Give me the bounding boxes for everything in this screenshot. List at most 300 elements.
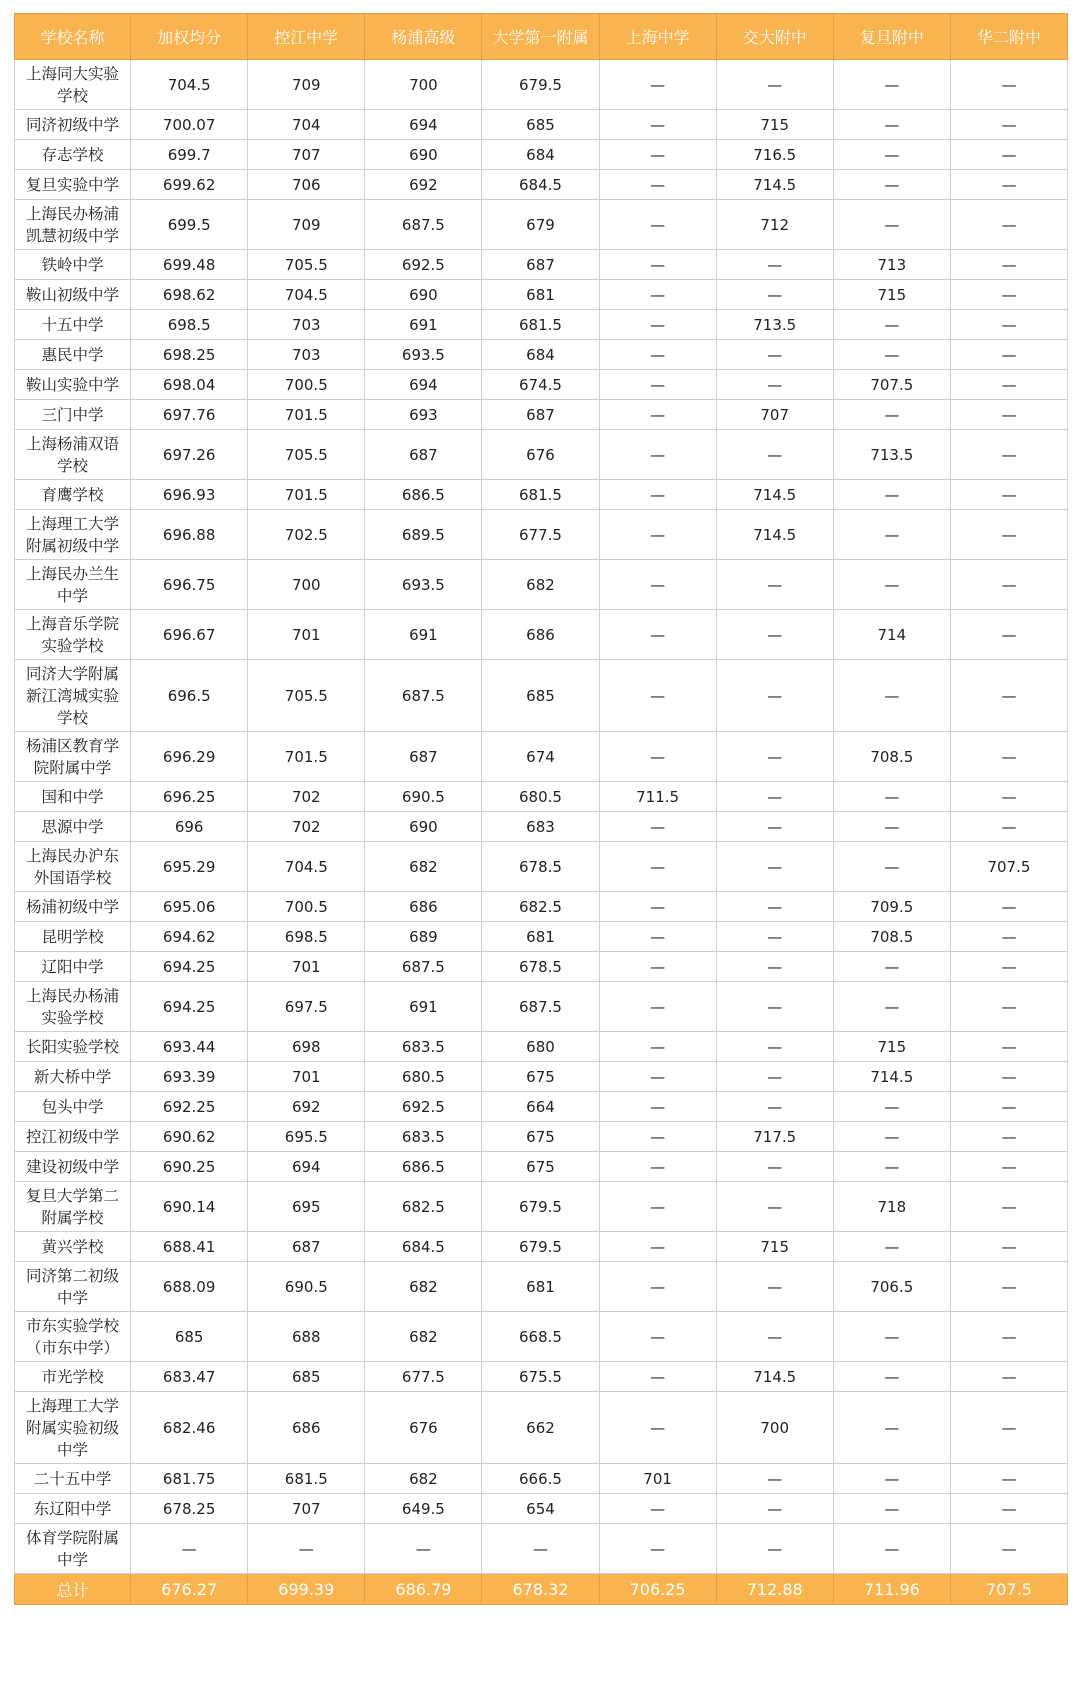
- school-name-cell: 辽阳中学: [15, 952, 131, 982]
- score-cell: —: [599, 510, 716, 560]
- score-cell: —: [833, 200, 950, 250]
- table-row: [15, 1464, 1068, 1494]
- table-row: [15, 340, 1068, 370]
- score-cell: —: [716, 732, 833, 782]
- table-row: [15, 660, 1068, 732]
- score-cell: 709: [248, 200, 365, 250]
- score-cell: 714: [833, 610, 950, 660]
- score-cell: —: [599, 892, 716, 922]
- score-cell: —: [599, 1524, 716, 1574]
- score-cell: 700.07: [131, 110, 248, 140]
- score-cell: —: [716, 280, 833, 310]
- table-row: [15, 842, 1068, 892]
- school-name-cell: 复旦实验中学: [15, 170, 131, 200]
- score-cell: 694: [365, 370, 482, 400]
- score-cell: 677.5: [365, 1362, 482, 1392]
- score-cell: 681: [482, 1262, 599, 1312]
- score-cell: —: [950, 200, 1067, 250]
- score-cell: 694: [365, 110, 482, 140]
- score-cell: 698.25: [131, 340, 248, 370]
- score-cell: 685: [482, 660, 599, 732]
- school-name-cell: 东辽阳中学: [15, 1494, 131, 1524]
- table-row: [15, 1092, 1068, 1122]
- score-cell: 675: [482, 1152, 599, 1182]
- score-cell: 677.5: [482, 510, 599, 560]
- score-cell: —: [599, 1122, 716, 1152]
- score-cell: 690.62: [131, 1122, 248, 1152]
- column-header: 复旦附中: [833, 14, 950, 60]
- score-cell: —: [599, 610, 716, 660]
- score-cell: 703: [248, 310, 365, 340]
- column-header: 控江中学: [248, 14, 365, 60]
- score-cell: 675: [482, 1062, 599, 1092]
- score-cell: 687: [482, 250, 599, 280]
- school-name-cell: 惠民中学: [15, 340, 131, 370]
- score-cell: —: [950, 1262, 1067, 1312]
- score-cell: 690.14: [131, 1182, 248, 1232]
- score-cell: 706.5: [833, 1262, 950, 1312]
- score-cell: —: [950, 1152, 1067, 1182]
- score-cell: —: [950, 1524, 1067, 1574]
- score-cell: 666.5: [482, 1464, 599, 1494]
- score-cell: 679.5: [482, 60, 599, 110]
- score-cell: 695: [248, 1182, 365, 1232]
- total-label-cell: 总计: [15, 1574, 131, 1605]
- score-cell: —: [599, 1392, 716, 1464]
- score-cell: 698.5: [131, 310, 248, 340]
- table-row: [15, 952, 1068, 982]
- score-cell: —: [599, 982, 716, 1032]
- score-cell: 694.25: [131, 982, 248, 1032]
- score-cell: 674: [482, 732, 599, 782]
- score-cell: 684: [482, 140, 599, 170]
- table-row: [15, 310, 1068, 340]
- column-header: 杨浦高级: [365, 14, 482, 60]
- score-cell: 688: [248, 1312, 365, 1362]
- score-cell: 649.5: [365, 1494, 482, 1524]
- score-cell: 696.88: [131, 510, 248, 560]
- score-cell: 686.5: [365, 480, 482, 510]
- score-cell: —: [599, 340, 716, 370]
- score-cell: 692: [365, 170, 482, 200]
- score-cell: 704.5: [248, 280, 365, 310]
- score-cell: —: [833, 510, 950, 560]
- score-cell: 700: [248, 560, 365, 610]
- score-cell: —: [833, 1464, 950, 1494]
- score-cell: —: [833, 812, 950, 842]
- score-cell: —: [833, 60, 950, 110]
- school-score-table: [14, 13, 1068, 1605]
- total-value-cell: 676.27: [131, 1574, 248, 1605]
- score-cell: 695.5: [248, 1122, 365, 1152]
- score-cell: —: [833, 140, 950, 170]
- score-cell: 707.5: [950, 842, 1067, 892]
- school-name-cell: 建设初级中学: [15, 1152, 131, 1182]
- score-cell: 681.5: [482, 310, 599, 340]
- score-cell: 683.47: [131, 1362, 248, 1392]
- score-cell: 702: [248, 812, 365, 842]
- score-cell: —: [599, 1062, 716, 1092]
- score-cell: 696.75: [131, 560, 248, 610]
- score-cell: —: [950, 1362, 1067, 1392]
- school-name-cell: 复旦大学第二附属学校: [15, 1182, 131, 1232]
- score-cell: 717.5: [716, 1122, 833, 1152]
- school-name-cell: 杨浦初级中学: [15, 892, 131, 922]
- score-cell: 676: [365, 1392, 482, 1464]
- score-cell: 695.06: [131, 892, 248, 922]
- table-row: [15, 1262, 1068, 1312]
- score-cell: 697.5: [248, 982, 365, 1032]
- score-cell: 687.5: [365, 952, 482, 982]
- table-row: [15, 1524, 1068, 1574]
- score-cell: 715: [833, 280, 950, 310]
- school-name-cell: 上海同大实验学校: [15, 60, 131, 110]
- score-cell: 700: [716, 1392, 833, 1464]
- score-cell: —: [599, 430, 716, 480]
- table-row: [15, 1494, 1068, 1524]
- score-cell: 664: [482, 1092, 599, 1122]
- score-cell: 681: [482, 922, 599, 952]
- score-cell: —: [365, 1524, 482, 1574]
- score-cell: —: [833, 1092, 950, 1122]
- score-cell: 707: [716, 400, 833, 430]
- total-value-cell: 678.32: [482, 1574, 599, 1605]
- score-cell: 700.5: [248, 370, 365, 400]
- table-row: [15, 250, 1068, 280]
- score-cell: 675: [482, 1122, 599, 1152]
- score-cell: —: [833, 400, 950, 430]
- score-cell: 684: [482, 340, 599, 370]
- score-cell: 690: [365, 280, 482, 310]
- table-row: [15, 1062, 1068, 1092]
- table-row: [15, 280, 1068, 310]
- score-cell: —: [599, 400, 716, 430]
- score-cell: —: [950, 560, 1067, 610]
- score-cell: —: [833, 1232, 950, 1262]
- school-name-cell: 同济第二初级中学: [15, 1262, 131, 1312]
- score-cell: 681: [482, 280, 599, 310]
- column-header: 华二附中: [950, 14, 1067, 60]
- score-cell: —: [599, 1032, 716, 1062]
- score-cell: 689.5: [365, 510, 482, 560]
- score-cell: —: [599, 660, 716, 732]
- school-name-cell: 十五中学: [15, 310, 131, 340]
- score-cell: 705.5: [248, 430, 365, 480]
- total-value-cell: 686.79: [365, 1574, 482, 1605]
- score-cell: —: [716, 1524, 833, 1574]
- score-cell: 686: [482, 610, 599, 660]
- table-row: [15, 200, 1068, 250]
- score-cell: 682: [365, 1262, 482, 1312]
- score-cell: —: [950, 1182, 1067, 1232]
- score-cell: —: [482, 1524, 599, 1574]
- score-cell: —: [950, 732, 1067, 782]
- score-cell: —: [833, 110, 950, 140]
- header-row: [15, 14, 1068, 60]
- school-name-cell: 三门中学: [15, 400, 131, 430]
- score-cell: —: [599, 1092, 716, 1122]
- score-cell: —: [833, 1494, 950, 1524]
- score-cell: 697.26: [131, 430, 248, 480]
- score-cell: 690: [365, 812, 482, 842]
- score-cell: —: [599, 280, 716, 310]
- score-cell: 714.5: [716, 510, 833, 560]
- score-cell: 699.7: [131, 140, 248, 170]
- score-cell: —: [833, 480, 950, 510]
- school-name-cell: 铁岭中学: [15, 250, 131, 280]
- score-cell: —: [599, 480, 716, 510]
- score-cell: —: [716, 1152, 833, 1182]
- school-name-cell: 上海杨浦双语学校: [15, 430, 131, 480]
- score-cell: —: [599, 1362, 716, 1392]
- score-cell: —: [950, 430, 1067, 480]
- score-cell: 693.39: [131, 1062, 248, 1092]
- table-footer: [15, 1574, 1068, 1605]
- score-cell: 685: [248, 1362, 365, 1392]
- school-name-cell: 上海理工大学附属实验初级中学: [15, 1392, 131, 1464]
- score-cell: —: [950, 370, 1067, 400]
- score-cell: 687: [365, 732, 482, 782]
- score-cell: 691: [365, 982, 482, 1032]
- score-cell: 697.76: [131, 400, 248, 430]
- score-cell: —: [599, 1312, 716, 1362]
- score-cell: —: [716, 922, 833, 952]
- total-value-cell: 707.5: [950, 1574, 1067, 1605]
- score-cell: —: [950, 400, 1067, 430]
- score-cell: 689: [365, 922, 482, 952]
- score-cell: —: [950, 982, 1067, 1032]
- score-cell: 714.5: [716, 170, 833, 200]
- score-cell: —: [599, 170, 716, 200]
- score-cell: —: [950, 922, 1067, 952]
- column-header: 上海中学: [599, 14, 716, 60]
- score-cell: —: [833, 1362, 950, 1392]
- score-cell: 701: [248, 1062, 365, 1092]
- school-name-cell: 新大桥中学: [15, 1062, 131, 1092]
- score-cell: 688.09: [131, 1262, 248, 1312]
- score-cell: 678.5: [482, 952, 599, 982]
- score-cell: —: [950, 140, 1067, 170]
- score-cell: —: [950, 1092, 1067, 1122]
- score-cell: 699.5: [131, 200, 248, 250]
- school-name-cell: 昆明学校: [15, 922, 131, 952]
- score-cell: —: [248, 1524, 365, 1574]
- score-cell: —: [716, 892, 833, 922]
- score-cell: 704.5: [131, 60, 248, 110]
- score-cell: 714.5: [716, 1362, 833, 1392]
- school-name-cell: 上海理工大学附属初级中学: [15, 510, 131, 560]
- total-value-cell: 712.88: [716, 1574, 833, 1605]
- score-cell: 698: [248, 1032, 365, 1062]
- score-cell: 694: [248, 1152, 365, 1182]
- score-cell: 675.5: [482, 1362, 599, 1392]
- school-name-cell: 同济大学附属新江湾城实验学校: [15, 660, 131, 732]
- score-cell: 679.5: [482, 1232, 599, 1262]
- score-cell: 700: [365, 60, 482, 110]
- score-cell: 694.25: [131, 952, 248, 982]
- school-name-cell: 思源中学: [15, 812, 131, 842]
- score-cell: 693.5: [365, 560, 482, 610]
- score-cell: 696.25: [131, 782, 248, 812]
- score-cell: 713: [833, 250, 950, 280]
- score-cell: —: [950, 250, 1067, 280]
- score-cell: —: [716, 1464, 833, 1494]
- score-cell: 705.5: [248, 660, 365, 732]
- score-cell: 676: [482, 430, 599, 480]
- score-cell: 674.5: [482, 370, 599, 400]
- school-name-cell: 存志学校: [15, 140, 131, 170]
- score-cell: 682.5: [365, 1182, 482, 1232]
- score-cell: —: [950, 340, 1067, 370]
- score-cell: —: [833, 1524, 950, 1574]
- score-cell: 716.5: [716, 140, 833, 170]
- score-cell: 680.5: [365, 1062, 482, 1092]
- score-cell: —: [716, 340, 833, 370]
- score-cell: —: [716, 610, 833, 660]
- score-cell: 718: [833, 1182, 950, 1232]
- school-name-cell: 二十五中学: [15, 1464, 131, 1494]
- score-cell: —: [599, 1182, 716, 1232]
- score-cell: 682: [365, 1312, 482, 1362]
- score-cell: —: [950, 1062, 1067, 1092]
- score-cell: —: [950, 1464, 1067, 1494]
- score-cell: —: [950, 1032, 1067, 1062]
- score-cell: —: [599, 1232, 716, 1262]
- score-cell: —: [716, 952, 833, 982]
- score-cell: 668.5: [482, 1312, 599, 1362]
- score-cell: —: [833, 170, 950, 200]
- score-cell: 688.41: [131, 1232, 248, 1262]
- score-cell: —: [716, 1092, 833, 1122]
- school-name-cell: 市光学校: [15, 1362, 131, 1392]
- score-cell: 711.5: [599, 782, 716, 812]
- score-table-container: [14, 13, 1068, 1605]
- score-cell: —: [950, 1494, 1067, 1524]
- score-cell: —: [833, 310, 950, 340]
- table-row: [15, 782, 1068, 812]
- score-cell: —: [599, 60, 716, 110]
- table-row: [15, 430, 1068, 480]
- score-cell: 703: [248, 340, 365, 370]
- score-cell: 708.5: [833, 732, 950, 782]
- score-cell: —: [833, 952, 950, 982]
- score-cell: 709.5: [833, 892, 950, 922]
- score-cell: 698.62: [131, 280, 248, 310]
- column-header: 加权均分: [131, 14, 248, 60]
- score-cell: 690.5: [365, 782, 482, 812]
- score-cell: 682: [365, 842, 482, 892]
- score-cell: —: [950, 892, 1067, 922]
- score-cell: 701.5: [248, 480, 365, 510]
- column-header: 大学第一附属: [482, 14, 599, 60]
- score-cell: —: [716, 60, 833, 110]
- score-cell: 704.5: [248, 842, 365, 892]
- score-cell: —: [599, 1494, 716, 1524]
- table-row: [15, 480, 1068, 510]
- score-cell: 693.5: [365, 340, 482, 370]
- table-row: [15, 110, 1068, 140]
- table-row: [15, 1032, 1068, 1062]
- score-cell: 707.5: [833, 370, 950, 400]
- table-row: [15, 732, 1068, 782]
- score-cell: —: [833, 782, 950, 812]
- score-cell: 681.5: [248, 1464, 365, 1494]
- score-cell: 684.5: [482, 170, 599, 200]
- score-cell: 715: [833, 1032, 950, 1062]
- school-name-cell: 育鹰学校: [15, 480, 131, 510]
- score-cell: 690.5: [248, 1262, 365, 1312]
- score-cell: 662: [482, 1392, 599, 1464]
- score-cell: 693: [365, 400, 482, 430]
- score-cell: 705.5: [248, 250, 365, 280]
- score-cell: —: [599, 200, 716, 250]
- score-cell: 696: [131, 812, 248, 842]
- table-row: [15, 170, 1068, 200]
- score-cell: —: [950, 480, 1067, 510]
- school-name-cell: 同济初级中学: [15, 110, 131, 140]
- score-cell: 693.44: [131, 1032, 248, 1062]
- score-cell: 695.29: [131, 842, 248, 892]
- column-header: 学校名称: [15, 14, 131, 60]
- school-name-cell: 包头中学: [15, 1092, 131, 1122]
- score-cell: 682.46: [131, 1392, 248, 1464]
- score-cell: —: [599, 370, 716, 400]
- score-cell: —: [599, 560, 716, 610]
- school-name-cell: 国和中学: [15, 782, 131, 812]
- score-cell: —: [833, 982, 950, 1032]
- score-cell: 690: [365, 140, 482, 170]
- table-row: [15, 610, 1068, 660]
- score-cell: —: [950, 1232, 1067, 1262]
- score-cell: —: [833, 842, 950, 892]
- score-cell: —: [599, 250, 716, 280]
- score-cell: —: [950, 1392, 1067, 1464]
- school-name-cell: 控江初级中学: [15, 1122, 131, 1152]
- score-cell: 686: [365, 892, 482, 922]
- score-cell: 687.5: [365, 660, 482, 732]
- score-cell: —: [950, 1122, 1067, 1152]
- total-row: [15, 1574, 1068, 1605]
- score-cell: —: [716, 1262, 833, 1312]
- score-cell: —: [599, 110, 716, 140]
- score-cell: 682: [365, 1464, 482, 1494]
- school-name-cell: 鞍山初级中学: [15, 280, 131, 310]
- score-cell: 683: [482, 812, 599, 842]
- score-cell: 701.5: [248, 732, 365, 782]
- score-cell: 701.5: [248, 400, 365, 430]
- school-name-cell: 体育学院附属中学: [15, 1524, 131, 1574]
- score-cell: —: [599, 1152, 716, 1182]
- score-cell: 654: [482, 1494, 599, 1524]
- table-body: [15, 60, 1068, 1574]
- score-cell: 707: [248, 140, 365, 170]
- score-cell: —: [599, 140, 716, 170]
- score-cell: 687: [482, 400, 599, 430]
- table-header: [15, 14, 1068, 60]
- score-cell: 681.5: [482, 480, 599, 510]
- score-cell: —: [833, 560, 950, 610]
- score-cell: —: [716, 560, 833, 610]
- score-cell: —: [833, 1152, 950, 1182]
- total-value-cell: 706.25: [599, 1574, 716, 1605]
- score-cell: —: [950, 510, 1067, 560]
- score-cell: 701: [248, 952, 365, 982]
- score-cell: 687: [365, 430, 482, 480]
- school-name-cell: 上海民办兰生中学: [15, 560, 131, 610]
- score-cell: —: [599, 812, 716, 842]
- score-cell: —: [950, 610, 1067, 660]
- score-cell: 692.5: [365, 250, 482, 280]
